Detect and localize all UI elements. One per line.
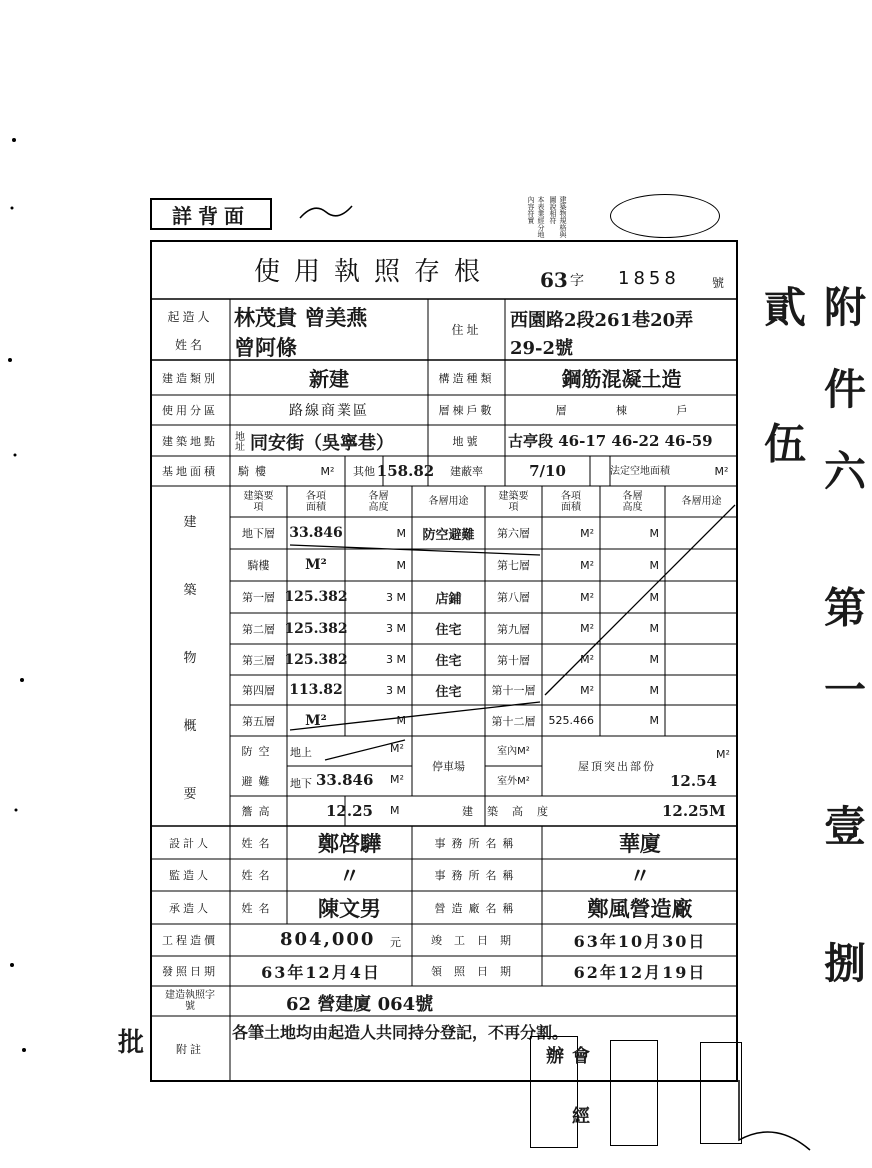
stamp-text-2: 建築物規格與圖說相符 [549,196,567,238]
location-sub-label: 地址 [232,431,244,451]
col-area-right: 各項面積 [561,490,581,513]
margin-dots [0,120,40,1070]
site-area-label: 基地面積 [162,465,218,478]
permit-char-word: 字 [570,273,584,289]
col-item-right: 建築要項 [498,490,529,513]
applicant-name-2: 曾阿條 [234,335,297,360]
floor-area-left: 125.382 [284,620,348,637]
permit-number: 1858 [618,268,680,289]
person-name-label: 姓名 [241,901,276,915]
applicant-names: 林茂貴 曾美燕 [234,305,368,330]
floor-area-right: M² [580,622,594,635]
cost-label: 工程造價 [162,934,218,947]
floor-label-left: 第一層 [242,591,275,604]
shelter-label-bottom: 避難 [241,775,276,788]
floor-area-left: 125.382 [284,651,348,668]
floor-use-left: 住宅 [435,623,462,638]
receive-value: 62年12月19日 [573,962,707,982]
col-height-right: 各層高度 [622,490,643,513]
col-item-left: 建築要項 [243,490,274,513]
stamp-text-1: 本表業經分地內容符實 [527,196,545,238]
floor-height-right: M [649,590,659,604]
parking-indoor: 室內M² [497,745,530,757]
person-name: 〃 [339,863,360,888]
floor-area-right: M² [580,683,594,697]
floor-height-left: 3 M [386,590,406,604]
applicant-label-2: 姓名 [174,337,205,352]
person-name-label: 姓名 [241,869,276,882]
address-label: 住址 [451,323,482,337]
building-side-4: 概 [183,718,197,734]
floor-label-left: 第三層 [242,653,275,667]
floor-area-right: M² [580,526,594,540]
col-height-left: 各層高度 [368,490,389,513]
bottom-border-line [735,1080,815,1160]
lot-value: 古亭段 46-17 46-22 46-59 [508,432,713,450]
floor-label-right: 第九層 [497,622,530,636]
address-line-1: 西園路2段261巷20弄 [510,310,694,331]
coverage-value: 7/10 [529,462,566,480]
person-name: 陳文男 [318,895,381,921]
person-office: 華廈 [619,830,661,856]
coverage-label: 建蔽率 [450,465,483,478]
receive-label: 領照日期 [431,965,523,978]
floor-label-left: 第二層 [242,622,275,636]
col-use-left: 各層用途 [428,496,469,507]
building-side-label [150,486,230,826]
legal-open-label: 法定空地面積 [610,465,670,477]
col-area-left: 各項面積 [306,490,326,513]
parking-outdoor: 室外M² [497,775,530,787]
floor-height-right: M [649,526,659,540]
building-side-3: 物 [183,650,197,666]
eave-value: 12.25 [326,802,373,820]
category-label: 建造類別 [162,371,218,385]
shelter-below-unit: M² [390,773,404,786]
floor-use-left: 住宅 [435,654,462,669]
issue-label: 發照日期 [162,965,218,978]
category-value: 新建 [309,367,349,391]
roof-label: 屋頂突出部份 [578,760,656,773]
cost-unit: 元 [390,936,401,949]
floor-area-left: 113.82 [289,682,343,698]
stamp-2 [610,1040,658,1146]
floor-area-right: M² [580,558,594,572]
floors-value [505,395,738,425]
eave-label: 簷高 [241,805,276,818]
floor-height-right: M [649,558,659,572]
zoning-value: 路線商業區 [289,403,369,419]
floor-label-right: 第十二層 [491,714,536,728]
left-margin-mark: 批 [118,1028,145,1058]
roof-value: 12.54 [670,772,717,790]
form-title: 使用執照存根 [253,257,494,287]
side-label-box [150,198,272,230]
floor-label-left: 第四層 [242,684,275,697]
floor-height-left: 3 M [386,683,406,697]
floor-area-left: M² [305,557,327,573]
floor-height-left: M [396,558,406,572]
completion-label: 竣工日期 [431,934,523,947]
permit-year: 63 [540,268,568,292]
notes-value: 各筆土地均由起造人共同持分登記，不再分割。 [232,1023,569,1042]
floor-height-right: M [649,683,659,697]
other-label: 其他 [353,465,375,478]
structure-label: 構造種類 [438,371,495,385]
eave-unit: M [390,804,400,817]
approval-stamp-oval [610,194,720,238]
person-role: 設計人 [169,836,211,850]
permit-label: 建造執照字號 [165,990,215,1012]
floor-area-right: M² [580,653,594,666]
building-height-value: 12.25M [662,802,726,820]
person-office: 〃 [629,863,651,888]
floor-area-right: M² [580,590,594,604]
floor-label-right: 第七層 [497,559,530,572]
person-role: 承造人 [169,901,211,915]
floor-height-left: 3 M [386,622,406,635]
shelter-below-value: 33.846 [316,771,374,789]
zoning-label: 使用分區 [162,404,218,417]
floor-label-left: 騎樓 [247,559,270,572]
arcade-label: 騎樓 [238,465,272,478]
floor-label-right: 第六層 [497,527,530,540]
floor-label-left: 第五層 [242,714,275,728]
side-label: 詳背面 [172,203,250,228]
floor-height-left: 3 M [386,653,406,666]
building-height-label: 建築高度 [462,805,562,818]
floor-area-right: 525.466 [548,714,594,727]
person-name: 鄭啓驊 [318,830,381,856]
legal-open-unit: M² [714,464,729,478]
floors-label: 層棟戶數 [438,404,495,417]
floor-height-right: M [649,653,659,666]
floor-height-right: M [649,622,659,635]
shelter-below: 地下 [290,777,312,790]
floor-label-right: 第十層 [497,653,530,667]
floor-use-left [412,705,485,736]
arcade-unit: M² [320,464,335,478]
right-margin-handwriting: 附件六 第一 壹 捌 貳 伍 [758,285,867,1023]
location-label: 建築地點 [162,434,218,448]
building-side-2: 築 [183,582,197,598]
permit-value: 62 營建廈 064號 [286,994,434,1015]
completion-value: 63年10月30日 [573,931,707,951]
notes-label: 附註 [176,1043,204,1056]
floor-area-left: 125.382 [284,589,348,605]
permit-form [150,240,738,1082]
building-side-1: 建 [183,514,197,530]
approval-stamp-small [488,196,606,240]
shelter-above: 地上 [290,746,312,759]
floor-area-left: 33.846 [289,525,343,541]
floor-height-right: M [649,714,659,727]
issue-value: 63年12月4日 [261,962,381,982]
building-side-5: 要 [183,786,197,802]
other-value: 158.82 [376,462,435,480]
col-use-right: 各層用途 [681,496,722,507]
person-name-label: 姓名 [241,836,276,850]
floor-height-left: M [396,526,406,540]
floor-height-left: M [396,714,406,727]
location-value: 同安街（吳寧巷） [250,433,394,454]
cost-value: 804,000 [280,929,376,950]
person-role: 監造人 [169,869,211,882]
shelter-label-top: 防空 [241,745,276,758]
bottom-stamp-area [510,1036,746,1148]
floor-use-left [412,549,485,581]
person-office-label: 營造廠名稱 [434,901,520,915]
scribble-mark [296,196,356,226]
shelter-above-unit: M² [390,742,404,755]
floor-label-right: 第十一層 [491,684,536,697]
person-office-label: 事務所名稱 [434,869,520,882]
applicant-label-1: 起造人 [167,309,213,324]
floor-use-left: 住宅 [435,684,462,700]
number-word: 號 [712,276,725,290]
floor-use-left: 店鋪 [435,591,462,607]
floor-area-left: M² [305,712,327,729]
parking-label: 停車場 [432,760,465,773]
person-office-label: 事務所名稱 [434,836,520,850]
stamp-text: 會 經 辦 [543,1046,590,1143]
roof-unit: M² [716,748,730,761]
lot-label: 地號 [452,434,481,448]
floors-value-text: 層 棟 戶 [555,404,688,417]
floor-use-left: 防空避難 [422,527,475,543]
person-office: 鄭風營造廠 [587,895,693,921]
structure-value: 鋼筋混凝土造 [561,367,682,391]
floor-label-right: 第八層 [497,591,530,604]
floor-label-left: 地下層 [242,527,275,540]
address-line-2: 29-2號 [510,338,574,359]
